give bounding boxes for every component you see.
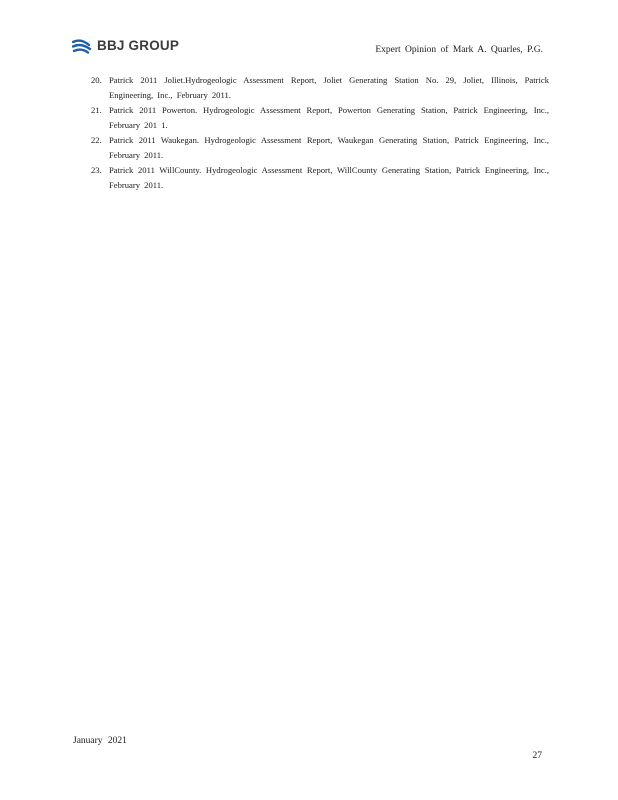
reference-item [91, 73, 549, 103]
page-number: 27 [532, 751, 542, 761]
reference-text: Patrick 2011 Waukegan. Hydrogeologic Assessment Report, Waukegan Generating Station, Patrick Engineering, Inc., February 2011. [109, 135, 549, 160]
bbj-swoosh-icon [72, 36, 94, 54]
logo-text: BBJ GROUP [97, 37, 180, 53]
reference-item [91, 103, 549, 133]
reference-text: Patrick 2011 Powerton. Hydrogeologic Assessment Report, Powerton Generating Station, Patrick Engineering, Inc., February 201 1. [109, 105, 549, 130]
reference-number: 22. [91, 135, 102, 145]
footer-date: January 2021 [73, 736, 127, 746]
reference-number: 21. [91, 105, 102, 115]
reference-number: 23. [91, 165, 102, 175]
reference-text: Patrick 2011 WillCounty. Hydrogeologic Assessment Report, WillCounty Generating Station, Patrick Engineering, Inc., February 2011. [109, 165, 549, 190]
company-logo [72, 36, 179, 54]
reference-text: Patrick 2011 Joliet.Hydrogeologic Assessment Report, Joliet Generating Station No. 29, Joliet, Illinois, Patrick Engineering, Inc., February 2011. [109, 75, 549, 100]
reference-list [91, 73, 549, 193]
reference-item [91, 163, 549, 193]
document-header-title: Expert Opinion of Mark A. Quarles, P.G. [375, 45, 543, 55]
reference-item [91, 133, 549, 163]
reference-number: 20. [91, 75, 102, 85]
